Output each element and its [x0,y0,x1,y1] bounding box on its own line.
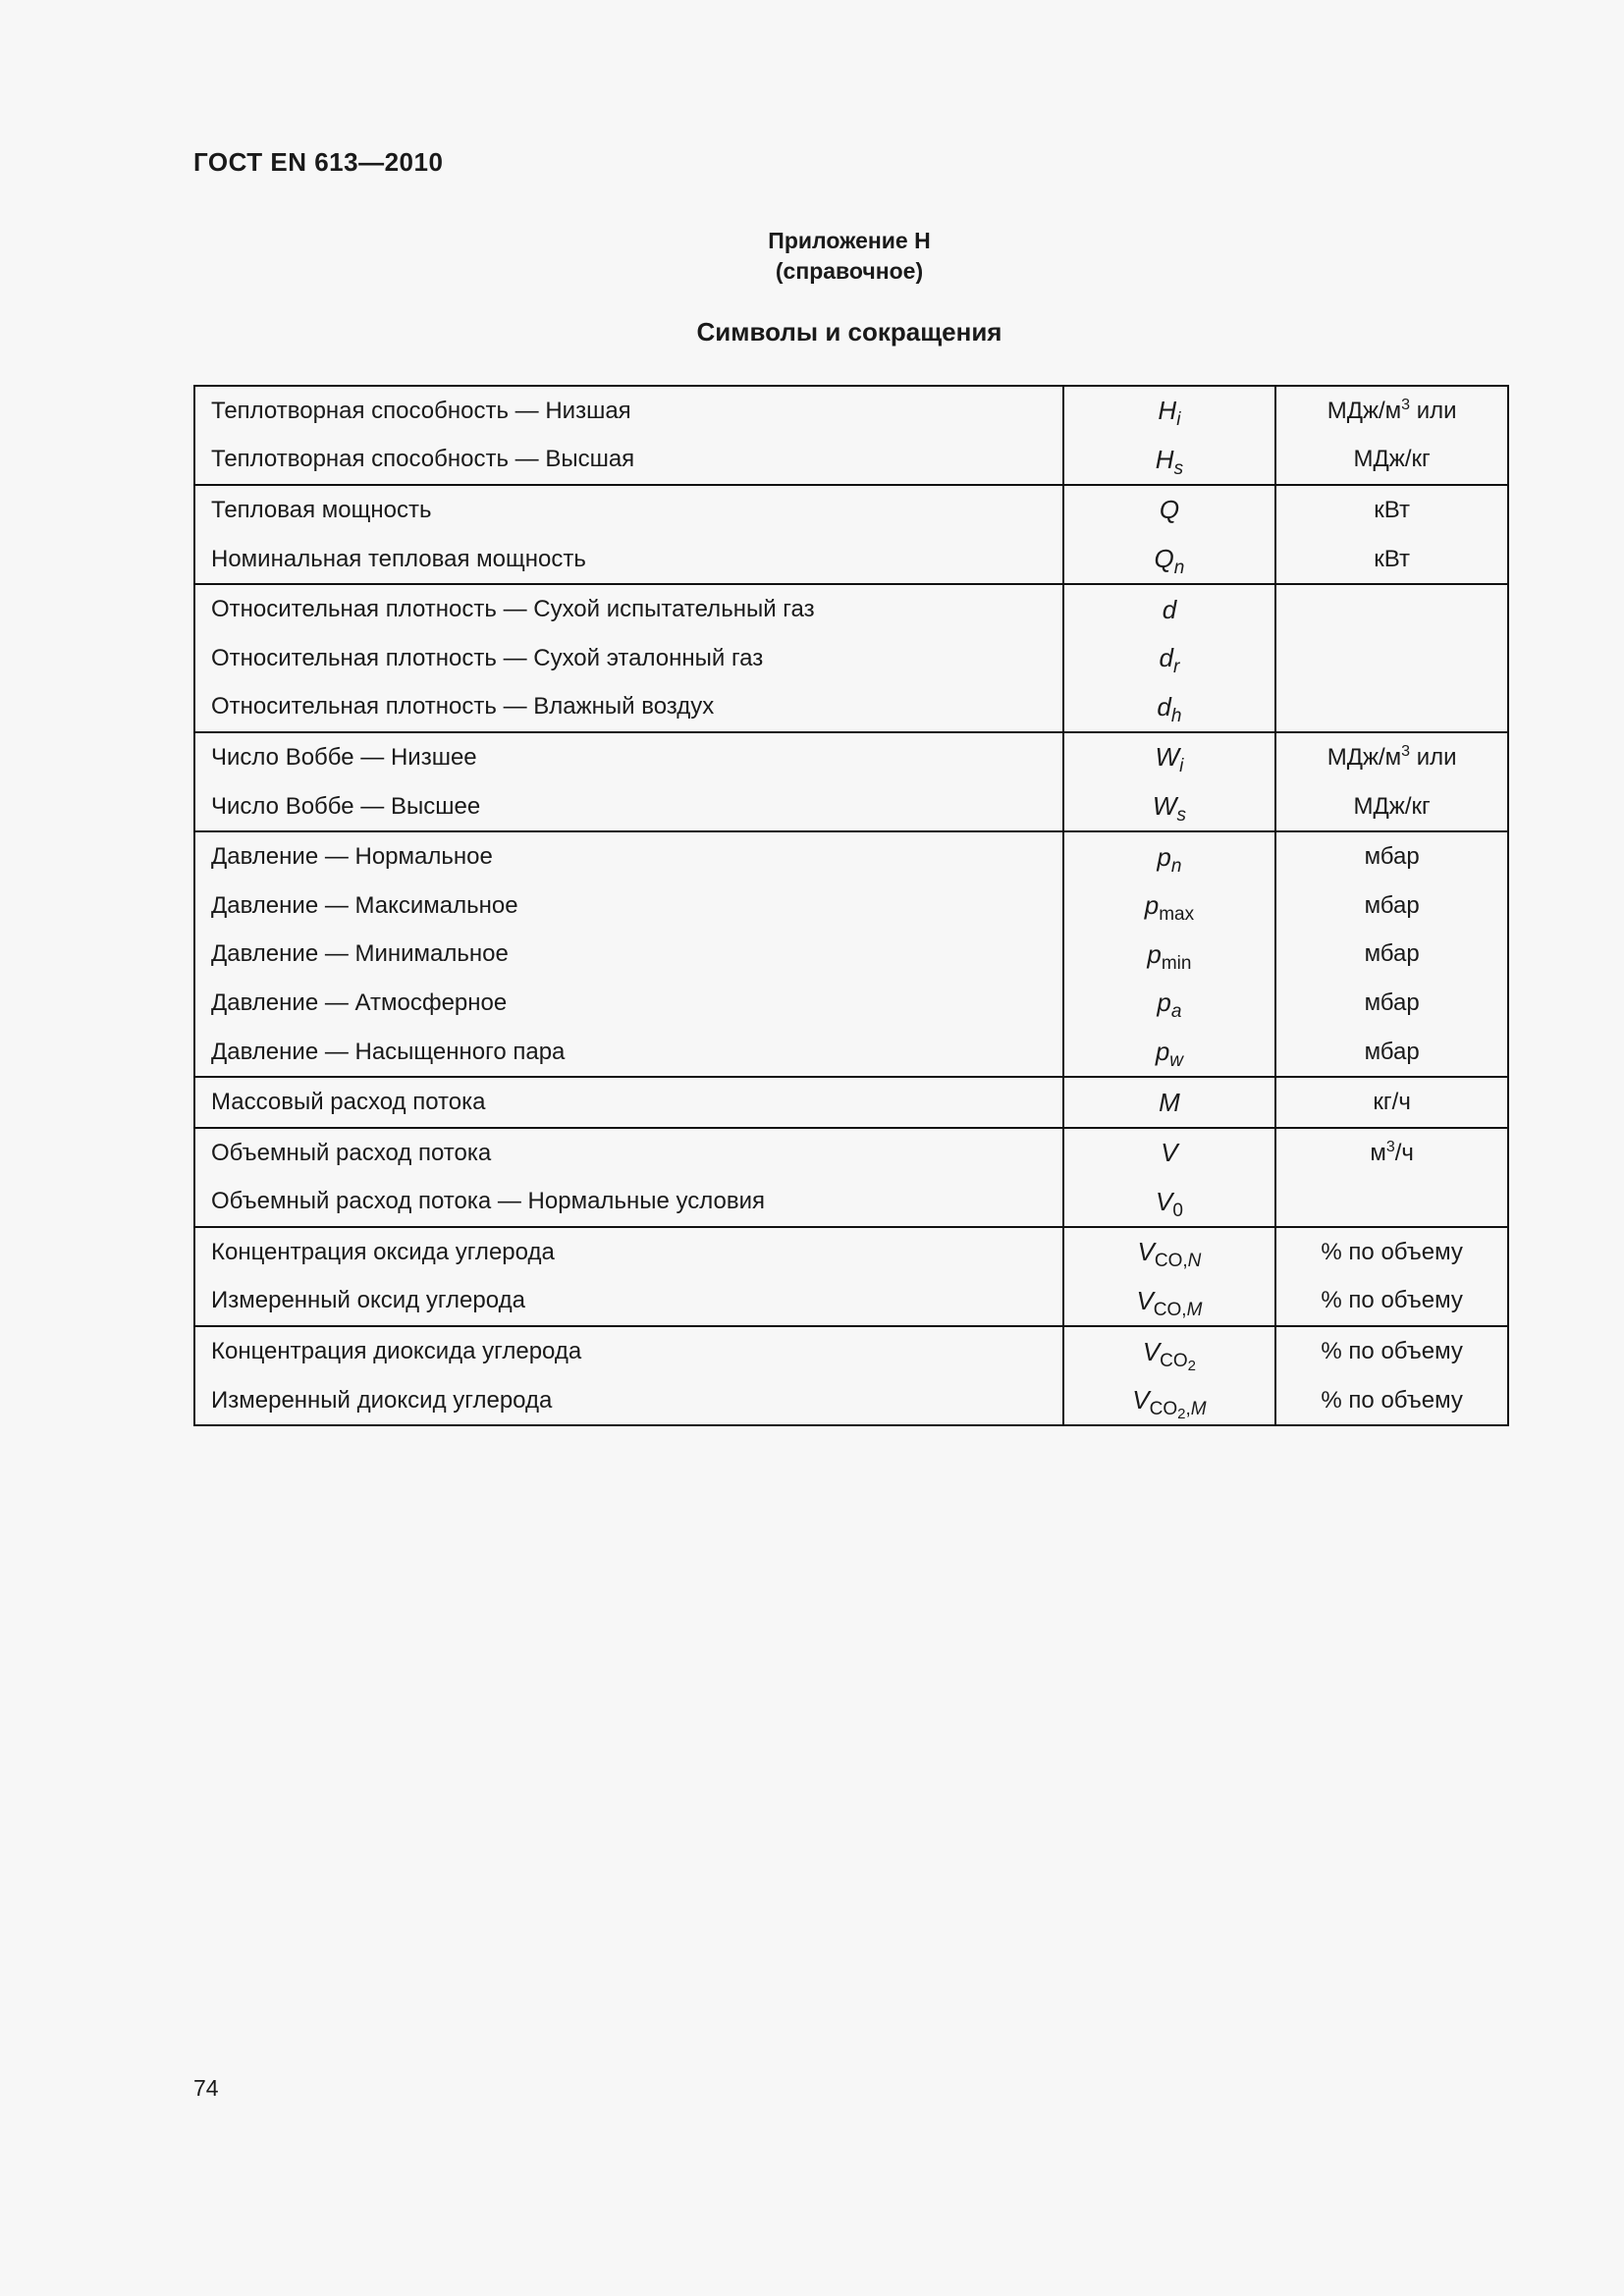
symbol-subscript-upright: min [1161,952,1192,974]
symbol-subscript-italic: s [1176,805,1186,827]
term-cell: Тепловая мощность [194,485,1063,535]
symbol-subscript-italic: n [1170,855,1182,877]
term-cell: Объемный расход потока — Нормальные условия [194,1178,1063,1228]
table-row [194,634,1508,683]
symbol-subscript-upright: max [1159,904,1195,926]
unit-cell [1275,1376,1508,1426]
annex-heading [0,226,1624,287]
symbol-base: p [1155,1037,1170,1067]
symbol-cell [1063,1326,1276,1376]
table-row [194,931,1508,980]
term-cell: Число Воббе — Высшее [194,782,1063,832]
unit-cell [1275,683,1508,733]
table-row [194,1376,1508,1426]
symbol-subscript-italic: w [1169,1050,1184,1072]
symbol-base: H [1155,444,1174,474]
term-cell: Объемный расход потока [194,1128,1063,1178]
symbol-subscript [1173,657,1179,677]
unit-cell [1275,1326,1508,1376]
symbol-cell [1063,584,1276,634]
unit-text: мбар [1364,843,1420,871]
table-row [194,683,1508,733]
unit-cell [1275,1028,1508,1078]
symbol-cell [1063,634,1276,683]
symbol-base: V [1155,1186,1173,1216]
unit-text: мбар [1364,988,1420,1016]
symbol-subscript-italic: n [1173,558,1185,579]
unit-exponent: 3 [1385,1138,1395,1155]
symbol-subscript [1174,458,1184,479]
unit-text: МДж/кг [1353,792,1431,820]
symbol-base: H [1158,396,1177,426]
unit-text: м [1370,1139,1386,1166]
symbol-subscript-upright: CO [1160,1350,1188,1371]
term-cell: Измеренный диоксид углерода [194,1376,1063,1426]
term-cell: Теплотворная способность — Низшая [194,386,1063,436]
unit-text: кВт [1374,496,1410,523]
unit-cell [1275,584,1508,634]
table-row [194,1326,1508,1376]
unit-text: мбар [1364,891,1420,919]
symbol-subsubscript: 2 [1177,1406,1186,1423]
symbol-base: p [1147,938,1162,969]
term-cell: Давление — Насыщенного пара [194,1028,1063,1078]
symbol-cell [1063,881,1276,931]
symbol-cell [1063,1178,1276,1228]
unit-cell [1275,881,1508,931]
table-row [194,386,1508,436]
symbol-subscript [1155,1251,1202,1271]
unit-text: МДж/м [1326,397,1402,424]
term-cell: Относительная плотность — Сухой эталонный газ [194,634,1063,683]
symbol-base: W [1152,791,1177,822]
table-row [194,436,1508,486]
table-row [194,584,1508,634]
symbol-base: p [1157,988,1171,1018]
unit-cell [1275,535,1508,585]
symbol-base: V [1132,1385,1150,1415]
symbol-base: V [1142,1336,1161,1366]
unit-cell [1275,1178,1508,1228]
symbol-base: M [1159,1087,1180,1117]
symbol-base: V [1136,1285,1154,1315]
unit-text: МДж/м [1326,743,1402,771]
table-row [194,1077,1508,1128]
table-row [194,1128,1508,1178]
symbol-subscript-italic: N [1187,1251,1202,1272]
unit-text: мбар [1364,940,1420,968]
symbol-subscript-upright: CO, [1154,1251,1188,1272]
symbol-subscript [1176,409,1180,430]
unit-suffix: /ч [1394,1139,1414,1166]
term-cell: Концентрация диоксида углерода [194,1326,1063,1376]
term-cell: Концентрация оксида углерода [194,1227,1063,1277]
term-cell: Массовый расход потока [194,1077,1063,1128]
unit-cell [1275,1077,1508,1128]
annex-title: Приложение Н [768,228,931,253]
symbol-subscript [1169,1050,1183,1071]
unit-cell [1275,1277,1508,1327]
symbol-subscript-italic: s [1173,457,1184,479]
section-title: Символы и сокращения [696,317,1002,347]
term-cell: Относительная плотность — Сухой испытательный газ [194,584,1063,634]
symbol-base: d [1157,691,1171,721]
symbol-cell [1063,782,1276,832]
symbol-cell [1063,1028,1276,1078]
symbol-subscript-italic: M [1190,1399,1207,1420]
symbol-base: Q [1159,495,1180,525]
unit-exponent: 3 [1401,742,1411,760]
symbol-subscript-upright: CO, [1153,1299,1187,1320]
term-cell: Измеренный оксид углерода [194,1277,1063,1327]
annex-subtitle: (справочное) [775,258,924,284]
symbol-cell [1063,931,1276,980]
symbol-subscript-upright: CO [1149,1399,1178,1420]
symbols-table [193,385,1509,1426]
term-cell: Давление — Минимальное [194,931,1063,980]
symbol-cell [1063,1376,1276,1426]
symbol-subscript [1174,558,1185,578]
symbol-base: p [1157,841,1171,872]
symbol-subscript-italic: i [1179,756,1184,777]
unit-text: МДж/кг [1353,446,1431,473]
unit-text: % по объему [1321,1386,1463,1414]
symbol-cell [1063,1227,1276,1277]
table-row [194,1028,1508,1078]
symbol-subscript-italic: i [1176,409,1181,431]
term-cell: Число Воббе — Низшее [194,732,1063,782]
unit-cell [1275,1227,1508,1277]
symbol-cell [1063,831,1276,881]
unit-cell [1275,386,1508,436]
symbol-subscript [1149,1399,1207,1423]
symbol-base: V [1161,1138,1178,1168]
symbol-subscript [1172,1201,1183,1221]
table-row [194,782,1508,832]
table-row [194,831,1508,881]
page-number: 74 [193,2075,219,2101]
symbol-subscript-italic: r [1173,657,1180,678]
unit-cell [1275,732,1508,782]
table-row [194,979,1508,1028]
unit-cell [1275,831,1508,881]
symbol-subscript [1171,1001,1182,1022]
table-row [194,485,1508,535]
symbol-cell [1063,1077,1276,1128]
unit-text: % по объему [1321,1238,1463,1265]
symbol-cell [1063,979,1276,1028]
symbol-subscript-italic: M [1186,1299,1203,1320]
symbol-base: p [1144,890,1160,921]
table-row [194,1277,1508,1327]
symbol-subscript [1159,904,1194,925]
symbol-cell [1063,1128,1276,1178]
symbol-subscript [1160,1350,1197,1374]
unit-text: % по объему [1321,1287,1463,1314]
symbol-base: V [1137,1237,1155,1267]
unit-cell [1275,782,1508,832]
table-row [194,732,1508,782]
symbol-base: Q [1154,544,1174,574]
term-cell: Давление — Нормальное [194,831,1063,881]
symbol-cell [1063,732,1276,782]
symbol-subscript [1176,805,1186,826]
symbol-cell [1063,535,1276,585]
term-cell: Давление — Атмосферное [194,979,1063,1028]
unit-cell [1275,1128,1508,1178]
symbol-base: d [1159,643,1173,673]
unit-cell [1275,931,1508,980]
unit-suffix: или [1410,397,1457,424]
unit-text: кВт [1374,545,1410,572]
table-row [194,1227,1508,1277]
symbol-cell [1063,485,1276,535]
symbol-base: W [1155,742,1180,773]
symbol-subscript-upright: 0 [1172,1200,1183,1221]
unit-cell [1275,485,1508,535]
symbol-subscript [1179,756,1183,776]
table-row [194,1178,1508,1228]
unit-cell [1275,979,1508,1028]
symbol-cell [1063,386,1276,436]
symbol-cell [1063,1277,1276,1327]
symbol-subscript [1154,1300,1203,1320]
unit-text: мбар [1364,1038,1420,1065]
symbol-cell [1063,683,1276,733]
unit-cell [1275,436,1508,486]
unit-text: % по объему [1321,1338,1463,1365]
symbol-subscript-comma: , [1185,1399,1191,1420]
unit-cell [1275,634,1508,683]
symbol-base: d [1162,594,1177,624]
symbol-subsubscript: 2 [1187,1357,1197,1374]
symbol-subscript-italic: h [1170,705,1182,726]
document-code: ГОСТ EN 613—2010 [193,147,444,177]
symbol-cell [1063,436,1276,486]
term-cell: Теплотворная способность — Высшая [194,436,1063,486]
symbol-subscript [1162,953,1192,974]
unit-exponent: 3 [1401,396,1411,413]
term-cell: Относительная плотность — Влажный воздух [194,683,1063,733]
unit-text: кг/ч [1373,1089,1411,1116]
symbol-subscript [1171,706,1182,726]
symbols-table-body [194,386,1508,1425]
table-row [194,881,1508,931]
term-cell: Номинальная тепловая мощность [194,535,1063,585]
unit-suffix: или [1410,743,1457,771]
term-cell: Давление — Максимальное [194,881,1063,931]
symbol-subscript [1171,856,1182,877]
table-row [194,535,1508,585]
symbol-subscript-italic: a [1170,1001,1182,1023]
